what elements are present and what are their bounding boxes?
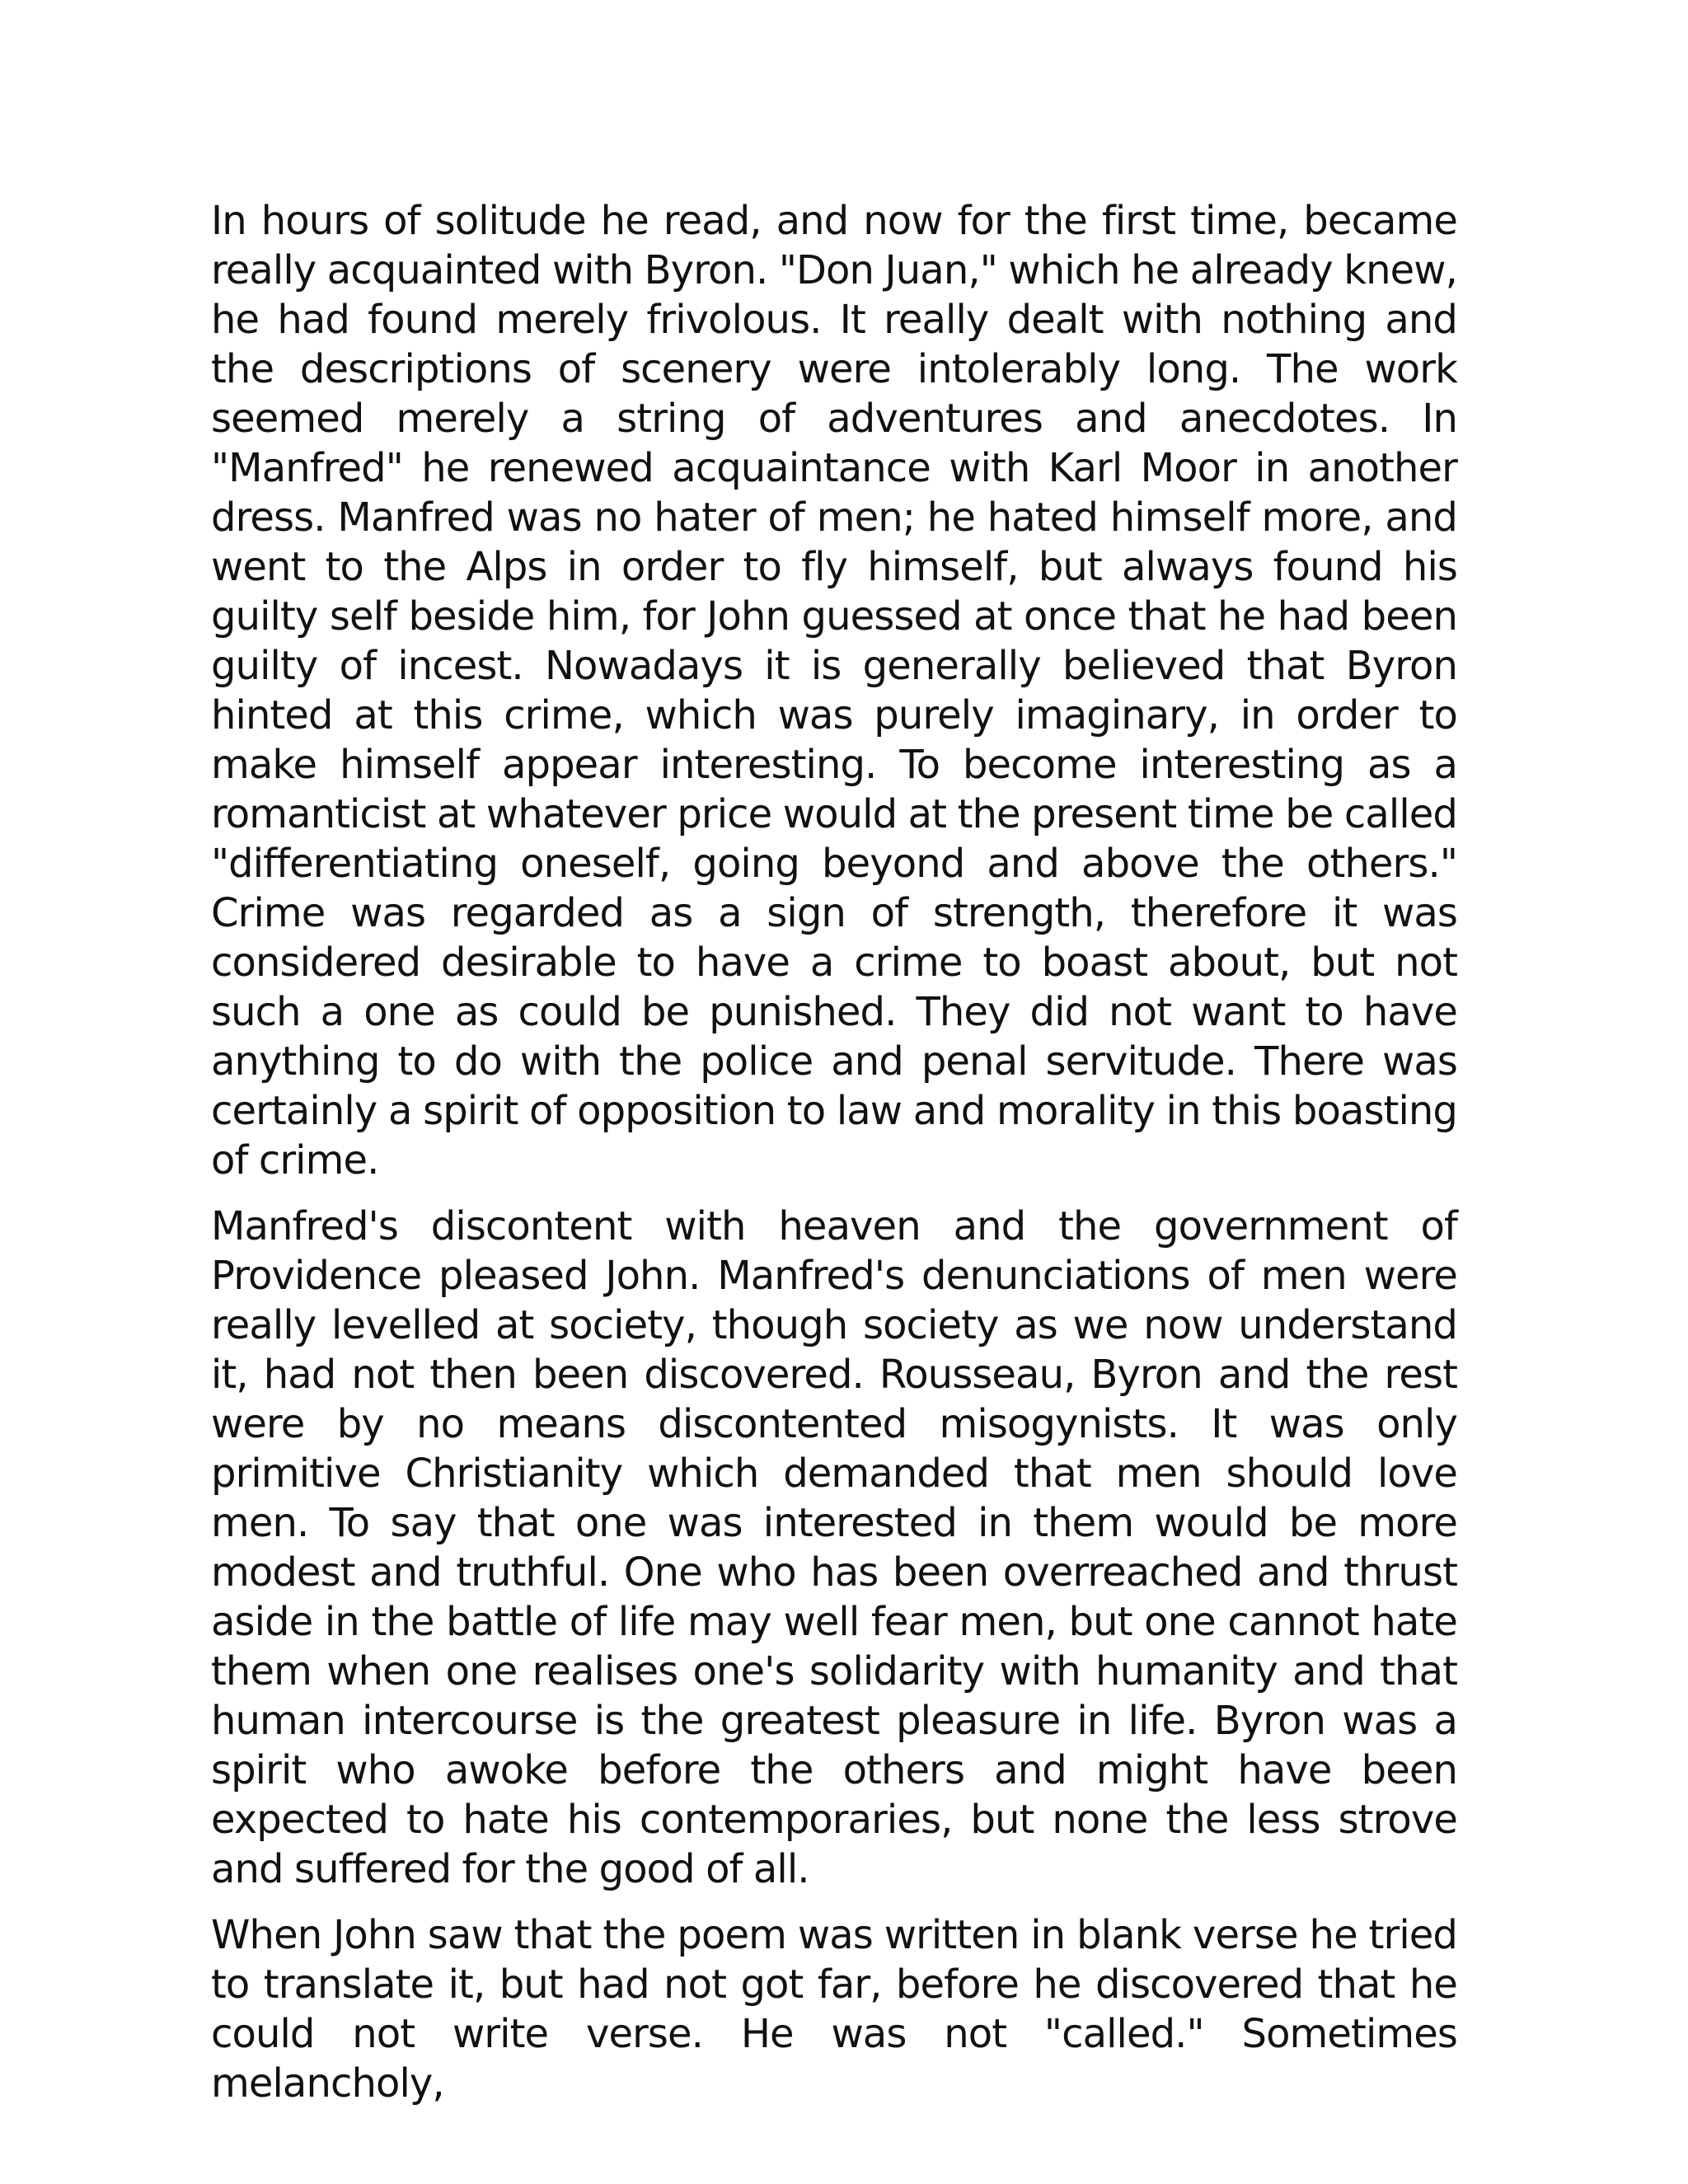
paragraph-2: Manfred's discontent with heaven and the government of Providence pleased John. Manfred's denunciations of men were really levelled at society, though society as we now understand it, had not then been discovered. Rousseau, Byron and the rest were by no means discontented misogynists. It was only primitive Christianity which demanded that men should love men. To say that one was interested in them would be more modest and truthful. One who has been overreached and thrust aside in the battle of life may well fear men, but one cannot hate them when one realises one's solidarity with humanity and that human intercourse is the greatest pleasure in life. Byron was a spirit who awoke before the others and might have been expected to hate his contemporaries, but none the less strove and suffered for the good of all. [211,1203,1457,1892]
body-text [211,196,1457,2125]
paragraph-3: When John saw that the poem was written in blank verse he tried to translate it, but had not got far, before he discovered that he could not write verse. He was not "called." Sometimes melancholy, [211,1912,1457,2107]
paragraph-1: In hours of solitude he read, and now for the first time, became really acquainted with Byron. "Don Juan," which he already knew, he had found merely frivolous. It really dealt with nothing and the descriptions of scenery were intolerably long. The work seemed merely a string of adventures and anecdotes. In "Manfred" he renewed acquaintance with Karl Moor in another dress. Manfred was no hater of men; he hated himself more, and went to the Alps in order to fly himself, but always found his guilty self beside him, for John guessed at once that he had been guilty of incest. Nowadays it is generally believed that Byron hinted at this crime, which was purely imaginary, in order to make himself appear interesting. To become interesting as a romanticist at whatever price would at the present time be called "differentiating oneself, going beyond and above the others." Crime was regarded as a sign of strength, therefore it was considered desirable to have a crime to boast about, but not such a one as could be punished. They did not want to have anything to do with the police and penal servitude. There was certainly a spirit of opposition to law and morality in this boasting of crime. [211,198,1457,1183]
